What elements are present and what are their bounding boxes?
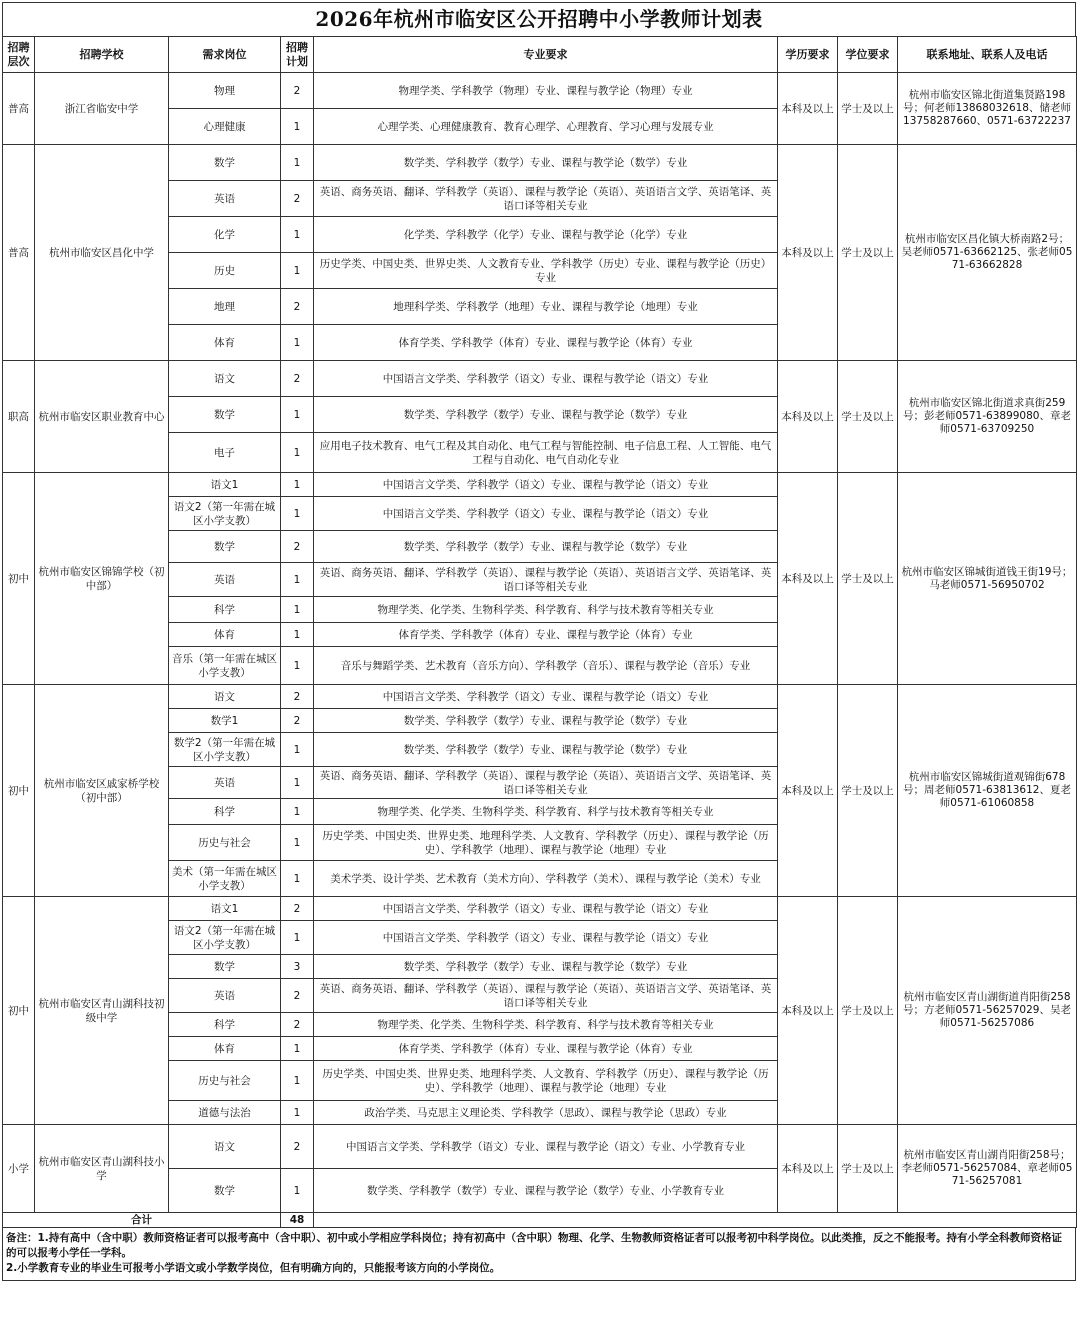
count-cell: 1 xyxy=(281,497,314,531)
total-row xyxy=(3,1213,1077,1228)
school-cell: 杭州市临安区锦锦学校（初中部） xyxy=(35,473,169,685)
count-cell: 1 xyxy=(281,145,314,181)
post-cell: 英语 xyxy=(169,563,281,597)
major-cell: 数学类、学科教学（数学）专业、课程与教学论（数学）专业 xyxy=(314,531,778,563)
table-row xyxy=(3,1125,1077,1169)
school-cell: 杭州市临安区戚家桥学校（初中部） xyxy=(35,685,169,897)
major-cell: 物理学类、化学类、生物科学类、科学教育、科学与技术教育等相关专业 xyxy=(314,799,778,825)
degree-cell: 学士及以上 xyxy=(838,897,898,1125)
post-cell: 数学 xyxy=(169,955,281,979)
major-cell: 中国语言文学类、学科教学（语文）专业、课程与教学论（语文）专业 xyxy=(314,361,778,397)
count-cell: 1 xyxy=(281,397,314,433)
count-cell: 1 xyxy=(281,921,314,955)
count-cell: 1 xyxy=(281,1169,314,1213)
education-cell: 本科及以上 xyxy=(778,1125,838,1213)
contact-cell: 杭州市临安区青山湖肖阳街258号；李老师0571-56257084、章老师0571-56257081 xyxy=(898,1125,1077,1213)
major-cell: 体育学类、学科教学（体育）专业、课程与教学论（体育）专业 xyxy=(314,325,778,361)
header-count: 招聘计划 xyxy=(281,37,314,73)
education-cell: 本科及以上 xyxy=(778,361,838,473)
post-cell: 历史 xyxy=(169,253,281,289)
major-cell: 英语、商务英语、翻译、学科教学（英语）、课程与教学论（英语）、英语语言文学、英语笔译、英语口译等相关专业 xyxy=(314,767,778,799)
major-cell: 英语、商务英语、翻译、学科教学（英语）、课程与教学论（英语）、英语语言文学、英语笔译、英语口译等相关专业 xyxy=(314,563,778,597)
contact-cell: 杭州市临安区锦北街道集贤路198号；何老师13868032618、储老师13758287660、0571-63722237 xyxy=(898,73,1077,145)
major-cell: 历史学类、中国史类、世界史类、地理科学类、人文教育、学科教学（历史）、课程与教学论（历史）、学科教学（地理）、课程与教学论（地理）专业 xyxy=(314,825,778,861)
count-cell: 2 xyxy=(281,181,314,217)
count-cell: 1 xyxy=(281,623,314,647)
header-post: 需求岗位 xyxy=(169,37,281,73)
contact-cell: 杭州市临安区昌化镇大桥南路2号；吴老师0571-63662125、张老师0571-63662828 xyxy=(898,145,1077,361)
major-cell: 数学类、学科教学（数学）专业、课程与教学论（数学）专业 xyxy=(314,397,778,433)
major-cell: 物理学类、化学类、生物科学类、科学教育、科学与技术教育等相关专业 xyxy=(314,1013,778,1037)
total-label: 合计 xyxy=(3,1213,281,1228)
level-cell: 初中 xyxy=(3,473,35,685)
major-cell: 数学类、学科教学（数学）专业、课程与教学论（数学）专业 xyxy=(314,733,778,767)
post-cell: 语文2（第一年需在城区小学支教） xyxy=(169,497,281,531)
count-cell: 1 xyxy=(281,1061,314,1101)
post-cell: 英语 xyxy=(169,181,281,217)
education-cell: 本科及以上 xyxy=(778,685,838,897)
education-cell: 本科及以上 xyxy=(778,73,838,145)
note-1: 备注：1.持有高中（含中职）教师资格证者可以报考高中（含中职）、初中或小学相应学科岗位；持有初高中（含中职）物理、化学、生物教师资格证者可以报考初中科学岗位。以此类推，反之不能报考。持有小学全科教师资格证的可以报考小学任一学科。 xyxy=(6,1232,1063,1259)
count-cell: 2 xyxy=(281,709,314,733)
header-level: 招聘层次 xyxy=(3,37,35,73)
post-cell: 体育 xyxy=(169,1037,281,1061)
major-cell: 中国语言文学类、学科教学（语文）专业、课程与教学论（语文）专业 xyxy=(314,685,778,709)
count-cell: 1 xyxy=(281,647,314,685)
table-row xyxy=(3,473,1077,497)
header-education: 学历要求 xyxy=(778,37,838,73)
major-cell: 中国语言文学类、学科教学（语文）专业、课程与教学论（语文）专业 xyxy=(314,473,778,497)
note-2: 2.小学教育专业的毕业生可报考小学语文或小学数学岗位，但有明确方向的，只能报考该方向的小学岗位。 xyxy=(6,1262,501,1274)
page-title: 2026年杭州市临安区公开招聘中小学教师计划表 xyxy=(2,2,1076,36)
count-cell: 2 xyxy=(281,1013,314,1037)
major-cell: 地理科学类、学科教学（地理）专业、课程与教学论（地理）专业 xyxy=(314,289,778,325)
education-cell: 本科及以上 xyxy=(778,473,838,685)
school-cell: 杭州市临安区职业教育中心 xyxy=(35,361,169,473)
education-cell: 本科及以上 xyxy=(778,897,838,1125)
count-cell: 1 xyxy=(281,473,314,497)
post-cell: 数学 xyxy=(169,145,281,181)
level-cell: 职高 xyxy=(3,361,35,473)
post-cell: 语文 xyxy=(169,1125,281,1169)
count-cell: 1 xyxy=(281,563,314,597)
table-row xyxy=(3,361,1077,397)
level-cell: 普高 xyxy=(3,145,35,361)
count-cell: 2 xyxy=(281,531,314,563)
major-cell: 心理学类、心理健康教育、教育心理学、心理教育、学习心理与发展专业 xyxy=(314,109,778,145)
contact-cell: 杭州市临安区锦北街道求真街259号；彭老师0571-63899080、章老师0571-63709250 xyxy=(898,361,1077,473)
post-cell: 音乐（第一年需在城区小学支教） xyxy=(169,647,281,685)
major-cell: 数学类、学科教学（数学）专业、课程与教学论（数学）专业 xyxy=(314,955,778,979)
major-cell: 物理学类、学科教学（物理）专业、课程与教学论（物理）专业 xyxy=(314,73,778,109)
degree-cell: 学士及以上 xyxy=(838,361,898,473)
count-cell: 1 xyxy=(281,767,314,799)
post-cell: 体育 xyxy=(169,325,281,361)
post-cell: 美术（第一年需在城区小学支教） xyxy=(169,861,281,897)
degree-cell: 学士及以上 xyxy=(838,473,898,685)
post-cell: 语文1 xyxy=(169,473,281,497)
post-cell: 英语 xyxy=(169,767,281,799)
count-cell: 1 xyxy=(281,861,314,897)
post-cell: 语文2（第一年需在城区小学支教） xyxy=(169,921,281,955)
contact-cell: 杭州市临安区青山湖街道肖阳街258号；方老师0571-56257029、吴老师0571-56257086 xyxy=(898,897,1077,1125)
post-cell: 科学 xyxy=(169,1013,281,1037)
count-cell: 1 xyxy=(281,325,314,361)
count-cell: 1 xyxy=(281,217,314,253)
contact-cell: 杭州市临安区锦城街道观锦街678号；周老师0571-63813612、夏老师0571-61060858 xyxy=(898,685,1077,897)
school-cell: 杭州市临安区青山湖科技小学 xyxy=(35,1125,169,1213)
count-cell: 2 xyxy=(281,289,314,325)
header-degree: 学位要求 xyxy=(838,37,898,73)
school-cell: 杭州市临安区青山湖科技初级中学 xyxy=(35,897,169,1125)
total-count: 48 xyxy=(281,1213,314,1228)
major-cell: 中国语言文学类、学科教学（语文）专业、课程与教学论（语文）专业 xyxy=(314,497,778,531)
post-cell: 科学 xyxy=(169,597,281,623)
post-cell: 英语 xyxy=(169,979,281,1013)
level-cell: 小学 xyxy=(3,1125,35,1213)
header-major: 专业要求 xyxy=(314,37,778,73)
count-cell: 2 xyxy=(281,979,314,1013)
contact-cell: 杭州市临安区锦城街道钱王街19号；马老师0571-56950702 xyxy=(898,473,1077,685)
table-row xyxy=(3,897,1077,921)
post-cell: 数学 xyxy=(169,531,281,563)
post-cell: 心理健康 xyxy=(169,109,281,145)
major-cell: 政治学类、马克思主义理论类、学科教学（思政）、课程与教学论（思政）专业 xyxy=(314,1101,778,1125)
count-cell: 1 xyxy=(281,253,314,289)
header-contact: 联系地址、联系人及电话 xyxy=(898,37,1077,73)
major-cell: 中国语言文学类、学科教学（语文）专业、课程与教学论（语文）专业、小学教育专业 xyxy=(314,1125,778,1169)
major-cell: 美术学类、设计学类、艺术教育（美术方向）、学科教学（美术）、课程与教学论（美术）专业 xyxy=(314,861,778,897)
degree-cell: 学士及以上 xyxy=(838,73,898,145)
count-cell: 2 xyxy=(281,73,314,109)
degree-cell: 学士及以上 xyxy=(838,145,898,361)
degree-cell: 学士及以上 xyxy=(838,685,898,897)
count-cell: 1 xyxy=(281,1037,314,1061)
education-cell: 本科及以上 xyxy=(778,145,838,361)
level-cell: 初中 xyxy=(3,685,35,897)
count-cell: 2 xyxy=(281,1125,314,1169)
post-cell: 数学2（第一年需在城区小学支教） xyxy=(169,733,281,767)
school-cell: 浙江省临安中学 xyxy=(35,73,169,145)
post-cell: 体育 xyxy=(169,623,281,647)
count-cell: 1 xyxy=(281,109,314,145)
school-cell: 杭州市临安区昌化中学 xyxy=(35,145,169,361)
table-row xyxy=(3,145,1077,181)
count-cell: 1 xyxy=(281,799,314,825)
major-cell: 物理学类、化学类、生物科学类、科学教育、科学与技术教育等相关专业 xyxy=(314,597,778,623)
count-cell: 3 xyxy=(281,955,314,979)
level-cell: 普高 xyxy=(3,73,35,145)
post-cell: 数学 xyxy=(169,397,281,433)
major-cell: 体育学类、学科教学（体育）专业、课程与教学论（体育）专业 xyxy=(314,1037,778,1061)
major-cell: 数学类、学科教学（数学）专业、课程与教学论（数学）专业、小学教育专业 xyxy=(314,1169,778,1213)
header-row xyxy=(3,37,1077,73)
count-cell: 1 xyxy=(281,733,314,767)
major-cell: 体育学类、学科教学（体育）专业、课程与教学论（体育）专业 xyxy=(314,623,778,647)
major-cell: 音乐与舞蹈学类、艺术教育（音乐方向）、学科教学（音乐）、课程与教学论（音乐）专业 xyxy=(314,647,778,685)
major-cell: 化学类、学科教学（化学）专业、课程与教学论（化学）专业 xyxy=(314,217,778,253)
count-cell: 2 xyxy=(281,361,314,397)
major-cell: 数学类、学科教学（数学）专业、课程与教学论（数学）专业 xyxy=(314,709,778,733)
post-cell: 物理 xyxy=(169,73,281,109)
post-cell: 语文 xyxy=(169,361,281,397)
table-row xyxy=(3,73,1077,109)
post-cell: 地理 xyxy=(169,289,281,325)
header-school: 招聘学校 xyxy=(35,37,169,73)
major-cell: 中国语言文学类、学科教学（语文）专业、课程与教学论（语文）专业 xyxy=(314,921,778,955)
degree-cell: 学士及以上 xyxy=(838,1125,898,1213)
major-cell: 应用电子技术教育、电气工程及其自动化、电气工程与智能控制、电子信息工程、人工智能、电气工程与自动化、电气自动化专业 xyxy=(314,433,778,473)
count-cell: 2 xyxy=(281,897,314,921)
count-cell: 1 xyxy=(281,433,314,473)
post-cell: 数学1 xyxy=(169,709,281,733)
table-body xyxy=(3,73,1077,1213)
plan-table-wrapper xyxy=(2,2,1076,1281)
plan-table xyxy=(2,36,1077,1228)
post-cell: 语文 xyxy=(169,685,281,709)
post-cell: 历史与社会 xyxy=(169,1061,281,1101)
major-cell: 英语、商务英语、翻译、学科教学（英语）、课程与教学论（英语）、英语语言文学、英语笔译、英语口译等相关专业 xyxy=(314,181,778,217)
total-empty xyxy=(314,1213,1077,1228)
count-cell: 1 xyxy=(281,1101,314,1125)
post-cell: 数学 xyxy=(169,1169,281,1213)
notes xyxy=(2,1228,1076,1281)
post-cell: 历史与社会 xyxy=(169,825,281,861)
count-cell: 2 xyxy=(281,685,314,709)
post-cell: 化学 xyxy=(169,217,281,253)
post-cell: 电子 xyxy=(169,433,281,473)
major-cell: 历史学类、中国史类、世界史类、人文教育专业、学科教学（历史）专业、课程与教学论（历史）专业 xyxy=(314,253,778,289)
count-cell: 1 xyxy=(281,825,314,861)
post-cell: 道德与法治 xyxy=(169,1101,281,1125)
table-row xyxy=(3,685,1077,709)
major-cell: 中国语言文学类、学科教学（语文）专业、课程与教学论（语文）专业 xyxy=(314,897,778,921)
count-cell: 1 xyxy=(281,597,314,623)
major-cell: 数学类、学科教学（数学）专业、课程与教学论（数学）专业 xyxy=(314,145,778,181)
level-cell: 初中 xyxy=(3,897,35,1125)
post-cell: 语文1 xyxy=(169,897,281,921)
major-cell: 历史学类、中国史类、世界史类、地理科学类、人文教育、学科教学（历史）、课程与教学论（历史）、学科教学（地理）、课程与教学论（地理）专业 xyxy=(314,1061,778,1101)
post-cell: 科学 xyxy=(169,799,281,825)
major-cell: 英语、商务英语、翻译、学科教学（英语）、课程与教学论（英语）、英语语言文学、英语笔译、英语口译等相关专业 xyxy=(314,979,778,1013)
